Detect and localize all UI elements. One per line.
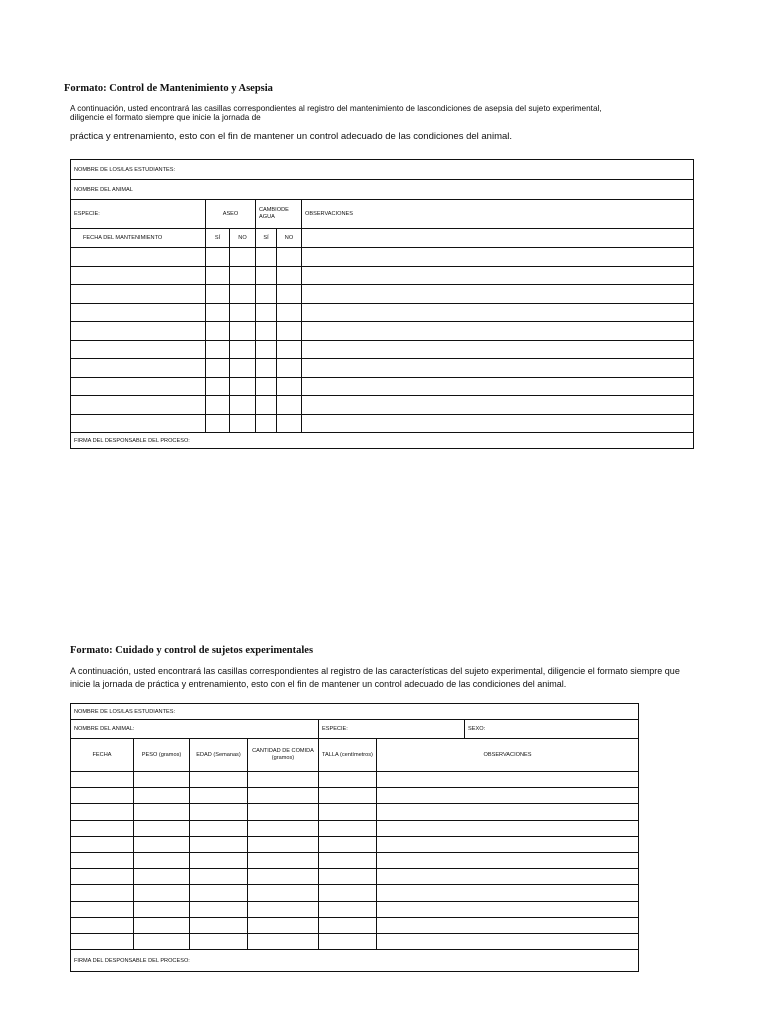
table-cell[interactable]	[134, 852, 190, 868]
table-cell[interactable]	[256, 340, 277, 359]
table-row	[71, 820, 639, 836]
table-cell[interactable]	[190, 885, 248, 901]
species-field[interactable]: ESPECIE:	[319, 720, 465, 739]
table-cell[interactable]	[71, 788, 134, 804]
table-cell[interactable]	[206, 414, 230, 433]
care-control-form-table	[70, 703, 639, 972]
table-row	[71, 396, 694, 415]
table-cell[interactable]	[256, 377, 277, 396]
table-row	[71, 266, 694, 285]
col-cantidad-comida: CANTIDAD DE COMIDA (gramos)	[248, 739, 319, 772]
table-cell[interactable]	[71, 917, 134, 933]
table-cell[interactable]	[206, 303, 230, 322]
table-cell[interactable]	[134, 788, 190, 804]
table-cell[interactable]	[206, 377, 230, 396]
table-row	[71, 322, 694, 341]
table-cell[interactable]	[377, 836, 639, 852]
table-cell[interactable]	[302, 377, 694, 396]
table-cell[interactable]	[71, 933, 134, 949]
table-row	[71, 303, 694, 322]
table-cell[interactable]	[206, 396, 230, 415]
table-cell[interactable]	[71, 266, 206, 285]
table-cell[interactable]	[256, 285, 277, 304]
table-cell[interactable]	[248, 804, 319, 820]
table-cell[interactable]	[248, 772, 319, 788]
table-cell[interactable]	[377, 852, 639, 868]
table-cell[interactable]	[319, 869, 377, 885]
table-cell[interactable]	[319, 788, 377, 804]
table-cell[interactable]	[230, 414, 256, 433]
table-cell[interactable]	[302, 285, 694, 304]
form1-title: Formato: Control de Mantenimiento y Asepsia	[64, 83, 273, 94]
animal-name-field[interactable]: NOMBRE DEL ANIMAL:	[71, 720, 319, 739]
students-field[interactable]: NOMBRE DE LOS/LAS ESTUDIANTES:	[71, 160, 694, 180]
form2-rows	[71, 772, 639, 950]
table-cell[interactable]	[230, 285, 256, 304]
aseo-si-header: SÍ	[206, 229, 230, 248]
table-cell[interactable]	[190, 852, 248, 868]
table-cell[interactable]	[302, 396, 694, 415]
table-cell[interactable]	[190, 917, 248, 933]
table-cell[interactable]	[319, 852, 377, 868]
table-cell[interactable]	[319, 772, 377, 788]
table-cell[interactable]	[248, 869, 319, 885]
signature-field[interactable]: FIRMA DEL DESPONSABLE DEL PROCESO:	[71, 433, 694, 449]
table-cell[interactable]	[256, 303, 277, 322]
table-cell[interactable]	[377, 869, 639, 885]
table-cell[interactable]	[256, 248, 277, 267]
table-cell[interactable]	[319, 885, 377, 901]
table-cell[interactable]	[277, 359, 302, 378]
table-cell[interactable]	[190, 869, 248, 885]
form2-intro	[70, 665, 700, 691]
table-cell[interactable]	[248, 885, 319, 901]
table-cell[interactable]	[377, 804, 639, 820]
table-cell[interactable]	[319, 933, 377, 949]
table-cell[interactable]	[190, 836, 248, 852]
table-row	[71, 788, 639, 804]
table-row	[71, 377, 694, 396]
table-row	[71, 359, 694, 378]
table-cell[interactable]	[302, 248, 694, 267]
table-cell[interactable]	[206, 359, 230, 378]
table-cell[interactable]	[190, 804, 248, 820]
table-cell[interactable]	[377, 772, 639, 788]
sex-field[interactable]: SEXO:	[465, 720, 639, 739]
table-cell[interactable]	[277, 414, 302, 433]
table-cell[interactable]	[277, 303, 302, 322]
table-cell[interactable]	[71, 852, 134, 868]
table-cell[interactable]	[134, 901, 190, 917]
table-cell[interactable]	[230, 396, 256, 415]
table-cell[interactable]	[248, 852, 319, 868]
agua-no-header: NO	[277, 229, 302, 248]
students-field[interactable]: NOMBRE DE LOS/LAS ESTUDIANTES:	[71, 704, 639, 720]
col-edad: EDAD (Semanas)	[190, 739, 248, 772]
table-cell[interactable]	[277, 266, 302, 285]
table-cell[interactable]	[277, 396, 302, 415]
table-cell[interactable]	[230, 377, 256, 396]
table-cell[interactable]	[71, 414, 206, 433]
table-row	[71, 852, 639, 868]
table-cell[interactable]	[134, 820, 190, 836]
table-cell[interactable]	[256, 359, 277, 378]
cambio-agua-header: CAMBIODE AGUA	[256, 200, 302, 229]
agua-si-header: SÍ	[256, 229, 277, 248]
animal-name-field[interactable]: NOMBRE DEL ANIMAL	[71, 180, 694, 200]
table-cell[interactable]	[319, 820, 377, 836]
table-cell[interactable]	[134, 885, 190, 901]
form1-intro-line2: diligencie el formato siempre que inicie la jornada de	[70, 113, 261, 122]
observations-header: OBSERVACIONES	[302, 200, 694, 229]
table-cell[interactable]	[319, 917, 377, 933]
table-cell[interactable]	[302, 322, 694, 341]
table-cell[interactable]	[206, 248, 230, 267]
table-cell[interactable]	[230, 266, 256, 285]
table-cell[interactable]	[377, 917, 639, 933]
table-cell[interactable]	[319, 901, 377, 917]
table-cell[interactable]	[248, 901, 319, 917]
table-cell[interactable]	[302, 303, 694, 322]
table-cell[interactable]	[206, 340, 230, 359]
table-cell[interactable]	[230, 359, 256, 378]
table-cell[interactable]	[71, 303, 206, 322]
table-cell[interactable]	[206, 322, 230, 341]
table-cell[interactable]	[71, 285, 206, 304]
table-cell[interactable]	[248, 917, 319, 933]
table-cell[interactable]	[230, 340, 256, 359]
table-row	[71, 901, 639, 917]
table-cell[interactable]	[248, 933, 319, 949]
table-row	[71, 885, 639, 901]
table-row	[71, 933, 639, 949]
table-cell[interactable]	[256, 396, 277, 415]
table-row	[71, 248, 694, 267]
table-cell[interactable]	[190, 901, 248, 917]
form1-intro	[70, 104, 700, 122]
table-row	[71, 340, 694, 359]
table-cell[interactable]	[256, 322, 277, 341]
table-cell[interactable]	[71, 322, 206, 341]
form2-intro-line2: inicie la jornada de práctica y entrenamiento, esto con el fin de mantener un control adecuado de las condiciones del animal.	[70, 679, 567, 689]
table-cell[interactable]	[71, 836, 134, 852]
table-cell[interactable]	[71, 772, 134, 788]
table-cell[interactable]	[71, 248, 206, 267]
table-cell[interactable]	[248, 820, 319, 836]
table-cell[interactable]	[71, 885, 134, 901]
table-cell[interactable]	[206, 266, 230, 285]
form2-title: Formato: Cuidado y control de sujetos experimentales	[70, 645, 314, 656]
table-cell[interactable]	[71, 396, 206, 415]
table-row	[71, 836, 639, 852]
table-row	[71, 414, 694, 433]
table-cell[interactable]	[71, 359, 206, 378]
table-cell[interactable]	[190, 933, 248, 949]
col-talla: TALLA (centímetros)	[319, 739, 377, 772]
table-cell[interactable]	[302, 359, 694, 378]
aseo-no-header: NO	[230, 229, 256, 248]
table-cell[interactable]	[377, 901, 639, 917]
table-cell[interactable]	[248, 788, 319, 804]
table-cell[interactable]	[134, 917, 190, 933]
table-cell[interactable]	[190, 788, 248, 804]
table-cell[interactable]	[190, 772, 248, 788]
table-cell[interactable]	[277, 377, 302, 396]
table-cell[interactable]	[71, 804, 134, 820]
table-cell[interactable]	[71, 377, 206, 396]
table-cell[interactable]	[277, 322, 302, 341]
table-cell[interactable]	[230, 322, 256, 341]
maintenance-form-table	[70, 159, 694, 449]
table-cell[interactable]	[134, 933, 190, 949]
form1-intro-line3: práctica y entrenamiento, esto con el fin de mantener un control adecuado de las condiciones del animal.	[70, 131, 513, 142]
form1-intro-line1: A continuación, usted encontrará las casillas correspondientes al registro del mantenimiento de lascondiciones de asepsia del sujeto experimental,	[70, 104, 602, 113]
table-cell[interactable]	[277, 340, 302, 359]
aseo-header: ASEO	[206, 200, 256, 229]
table-cell[interactable]	[71, 869, 134, 885]
table-cell[interactable]	[377, 933, 639, 949]
table-cell[interactable]	[71, 820, 134, 836]
observations-subheader	[302, 229, 694, 248]
date-header: FECHA DEL MANTENIMIENTO	[71, 229, 206, 248]
table-cell[interactable]	[302, 414, 694, 433]
table-cell[interactable]	[230, 248, 256, 267]
table-cell[interactable]	[277, 248, 302, 267]
form2-intro-line1: A continuación, usted encontrará las casillas correspondientes al registro de las características del sujeto experimental, diligencie el formato siempre que	[70, 666, 680, 676]
table-cell[interactable]	[277, 285, 302, 304]
table-row	[71, 869, 639, 885]
table-cell[interactable]	[377, 820, 639, 836]
table-cell[interactable]	[248, 836, 319, 852]
table-cell[interactable]	[319, 836, 377, 852]
table-cell[interactable]	[71, 340, 206, 359]
form1-rows	[71, 248, 694, 433]
table-cell[interactable]	[190, 820, 248, 836]
table-row	[71, 772, 639, 788]
col-fecha: FECHA	[71, 739, 134, 772]
table-cell[interactable]	[256, 266, 277, 285]
table-cell[interactable]	[377, 788, 639, 804]
table-row	[71, 917, 639, 933]
table-cell[interactable]	[134, 772, 190, 788]
signature-field[interactable]: FIRMA DEL DESPONSABLE DEL PROCESO:	[71, 950, 639, 972]
table-row	[71, 804, 639, 820]
table-cell[interactable]	[302, 266, 694, 285]
table-cell[interactable]	[302, 340, 694, 359]
table-cell[interactable]	[377, 885, 639, 901]
table-cell[interactable]	[319, 804, 377, 820]
table-cell[interactable]	[71, 901, 134, 917]
col-peso: PESO (gramos)	[134, 739, 190, 772]
table-cell[interactable]	[230, 303, 256, 322]
table-cell[interactable]	[134, 836, 190, 852]
table-cell[interactable]	[256, 414, 277, 433]
table-cell[interactable]	[134, 869, 190, 885]
col-observaciones: OBSERVACIONES	[377, 739, 639, 772]
species-field[interactable]: ESPECIE:	[71, 200, 206, 229]
table-cell[interactable]	[134, 804, 190, 820]
table-cell[interactable]	[206, 285, 230, 304]
table-row	[71, 285, 694, 304]
